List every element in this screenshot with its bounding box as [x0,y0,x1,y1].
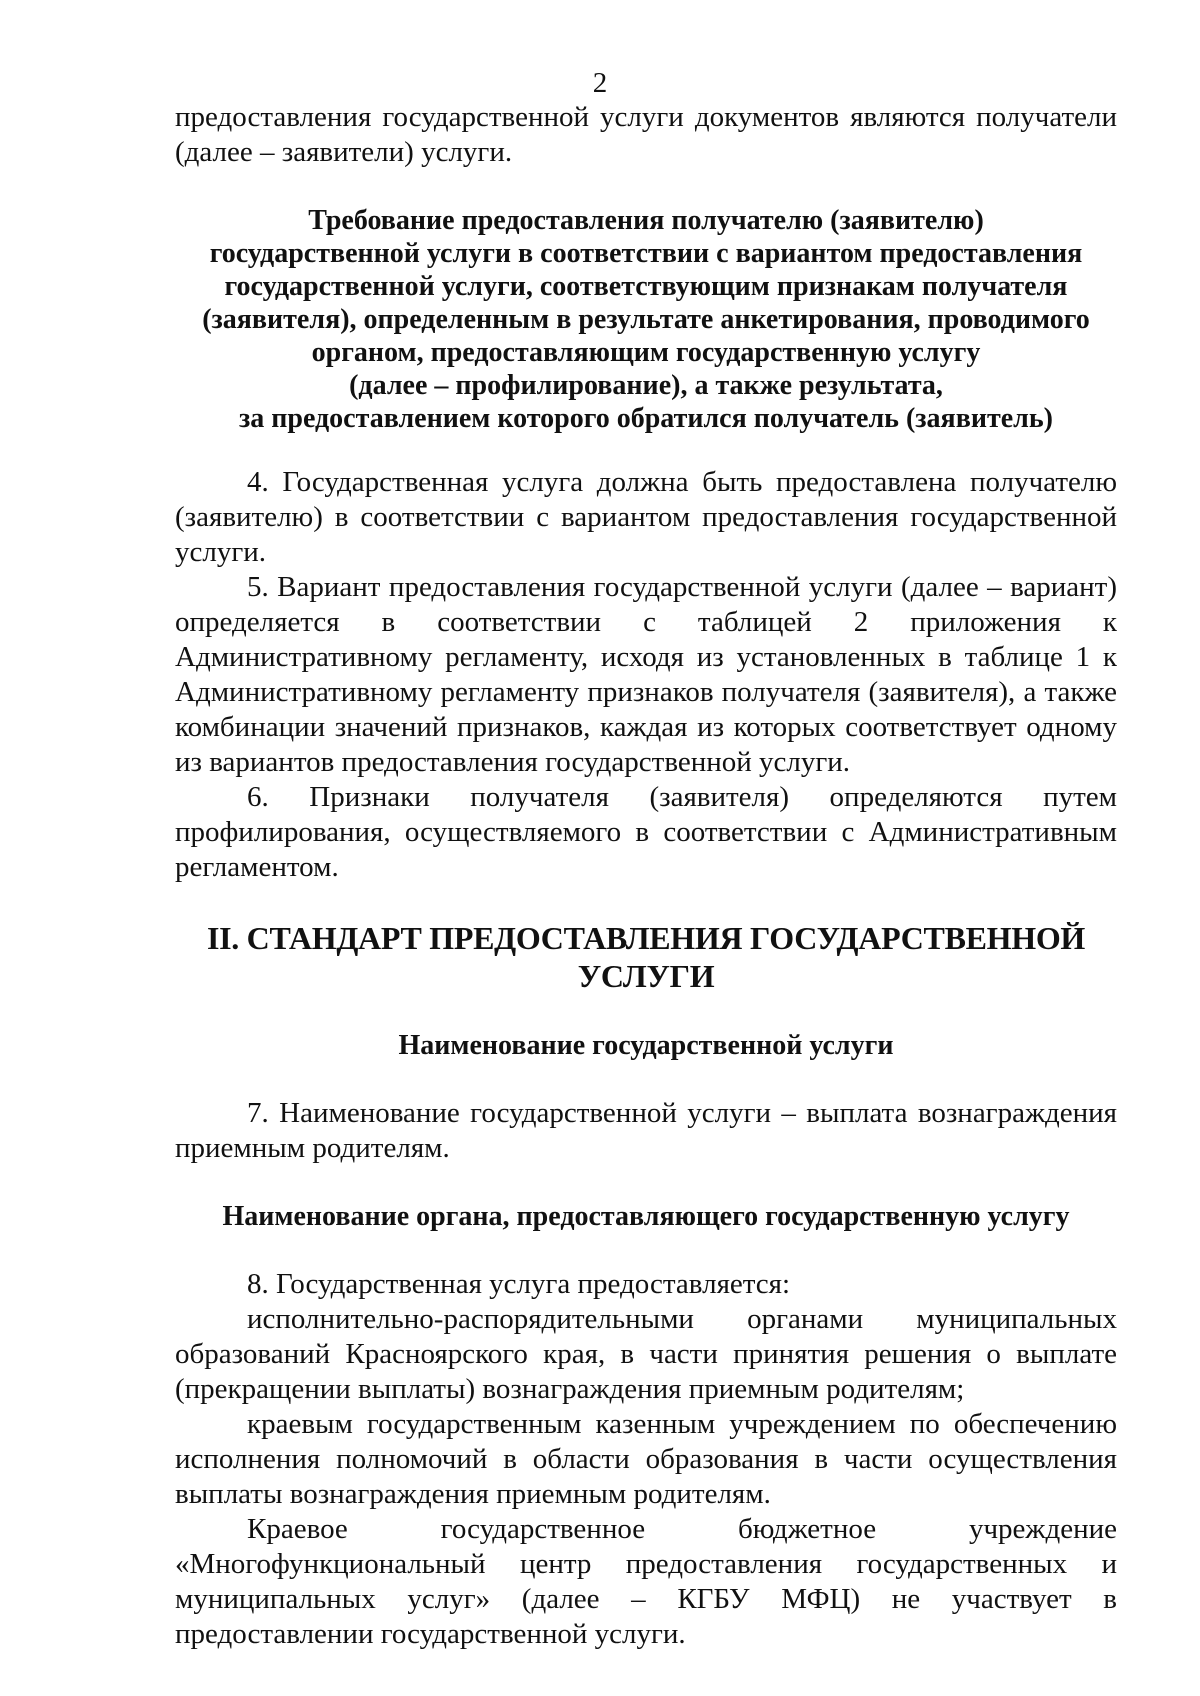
paragraph-8-kgku: краевым государственным казенным учреждением по обеспечению исполнения полномочий в области образования в части осуществления выплаты вознаграждения приемным родителям. [175,1408,1117,1510]
paragraph-8-mfc: Краевое государственное бюджетное учреждение «Многофункциональный центр предоставления государственных и муниципальных услуг» (далее – КГБУ МФЦ) не участвует в предоставлении государственной услуги. [175,1513,1117,1650]
organ-heading: Наименование органа, предоставляющего государственную услугу [222,1201,1070,1232]
paragraph-7: 7. Наименование государственной услуги – выплата вознаграждения приемным родителям. [175,1097,1117,1164]
paragraph-8-municipal: исполнительно-распорядительными органами муниципальных образований Красноярского края, в части принятия решения о выплате (прекращении выплаты) вознаграждения приемным родителям; [175,1303,1117,1405]
paragraph-5: 5. Вариант предоставления государственной услуги (далее – вариант) определяется в соответствии с таблицей 2 приложения к Административному регламенту, исходя из установленных в таблице 1 к Административному регламенту признаков получателя (заявителя), а также комбинации значений признаков, каждая из которых соответствует одному из вариантов предоставления государственной услуги. [175,571,1117,778]
profiling-heading-line: государственной услуги, соответствующим признакам получателя [224,271,1068,302]
paragraph-4: 4. Государственная услуга должна быть предоставлена получателю (заявителю) в соответствии с вариантом предоставления государственной услуги. [175,466,1117,568]
profiling-heading-line: за предоставлением которого обратился получатель (заявитель) [239,403,1053,434]
page-number: 2 [592,67,608,99]
profiling-heading [175,204,1117,435]
profiling-heading-line: (заявителя), определенным в результате анкетирования, проводимого [202,304,1090,335]
service-name-heading: Наименование государственной услуги [398,1030,894,1061]
paragraph-6: 6. Признаки получателя (заявителя) определяются путем профилирования, осуществляемого в соответствии с Административным регламентом. [175,781,1117,883]
section-title: II. СТАНДАРТ ПРЕДОСТАВЛЕНИЯ ГОСУДАРСТВЕННОЙ УСЛУГИ [206,920,1086,994]
intro-paragraph: предоставления государственной услуги документов являются получатели (далее – заявители) услуги. [175,101,1117,168]
profiling-heading-line: органом, предоставляющим государственную услугу [311,337,981,368]
profiling-heading-line: государственной услуги в соответствии с вариантом предоставления [209,238,1083,269]
document-body [175,100,1117,1652]
profiling-heading-line: (далее – профилирование), а также результата, [349,370,943,401]
profiling-heading-line: Требование предоставления получателю (заявителю) [308,205,984,236]
paragraph-8: 8. Государственная услуга предоставляется: [247,1268,791,1300]
